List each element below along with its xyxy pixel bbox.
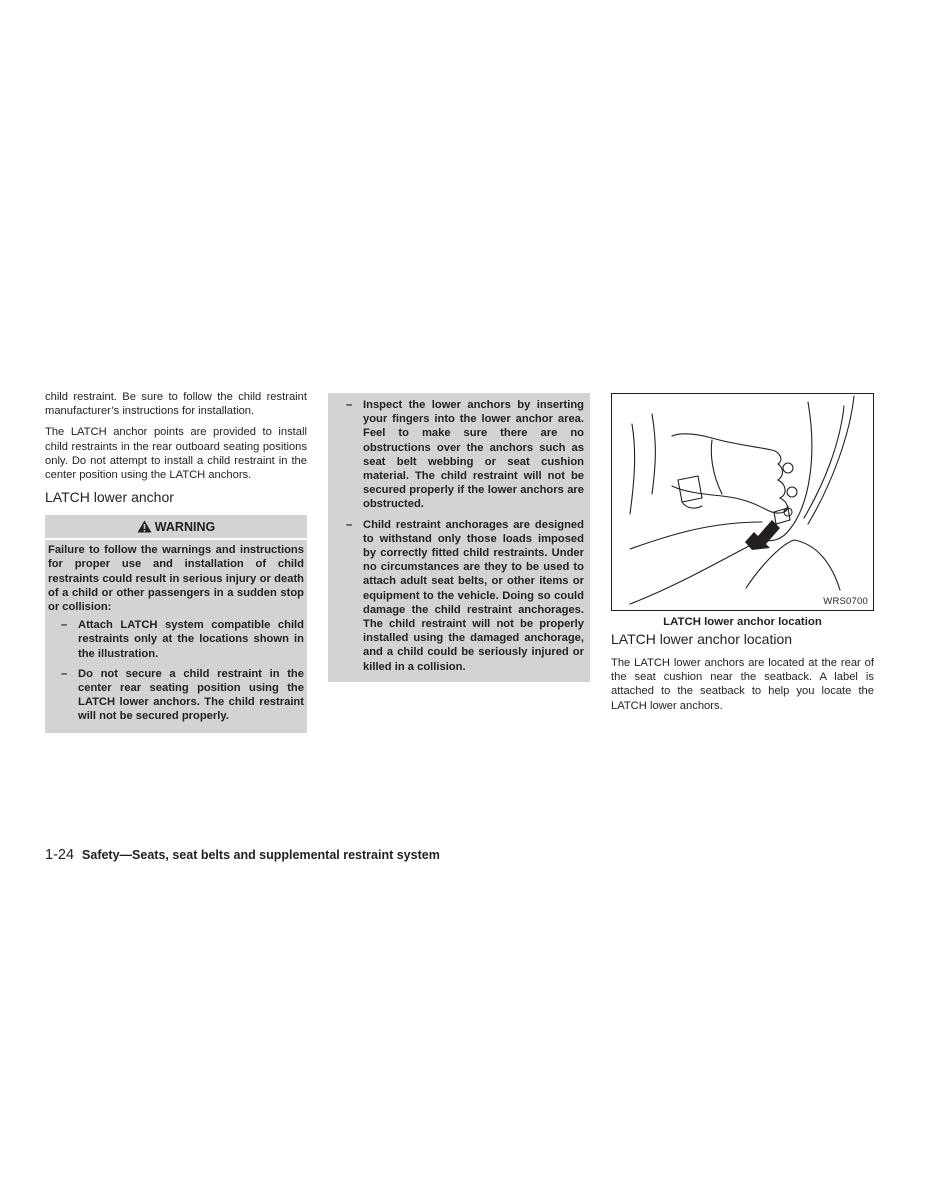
warning-item-text: Attach LATCH system compatible child restraints only at the locations shown in the illustration. (78, 619, 304, 660)
warning-title (45, 515, 307, 540)
warning-item-text: Inspect the lower anchors by inserting your fingers into the lower anchor area. Feel to make sure there are no obstructions over the anchors such as seat belt webbing or seat cushion material. The child restraint will not be secured properly if the lower anchors are obstructed. (363, 399, 584, 511)
figure-code: WRS0700 (823, 596, 868, 607)
warning-item (45, 667, 304, 724)
seat-hand-drawing (612, 394, 873, 610)
warning-item (328, 398, 584, 512)
middle-column (328, 393, 590, 682)
section-heading: LATCH lower anchor location (611, 631, 793, 647)
warning-item-text: Child restraint anchorages are designed to withstand only those loads imposed by correctly fitted child restraints. Under no circumstances are they to be used to attach adult seat belts, or other items or equipment to the vehicle. Doing so could damage the child restraint anchorages. The child restraint will not be properly installed using the damaged anchorage, and a child could be seriously injured or killed in a collision. (363, 518, 584, 673)
warning-title-text: WARNING (154, 519, 216, 534)
dash-bullet: – (346, 399, 353, 411)
warning-item (45, 618, 304, 661)
body-paragraph: The LATCH anchor points are provided to install child restraints in the rear outboard seating positions only. Do not attempt to install a child restraint in the center position using the LATCH anchors. (45, 426, 307, 482)
warning-item-text: Do not secure a child restraint in the center rear seating position using the LATCH lower anchors. The child restraint will not be secured properly. (78, 667, 304, 723)
chapter-title: Safety—Seats, seat belts and supplemental restraint system (82, 848, 440, 862)
section-heading: LATCH lower anchor (45, 489, 174, 506)
page-footer (45, 847, 440, 863)
body-paragraph: child restraint. Be sure to follow the child restraint manufacturer’s instructions for installation. (45, 391, 307, 418)
page-number: 1-24 (45, 847, 75, 863)
left-column (45, 390, 307, 733)
warning-triangle-icon (137, 520, 152, 533)
warning-box (45, 515, 307, 732)
dash-bullet: – (61, 619, 68, 632)
dash-bullet: – (61, 667, 68, 680)
warning-list (328, 398, 587, 674)
warning-continuation-box (328, 393, 590, 682)
warning-list (45, 618, 307, 723)
warning-lead: Failure to follow the warnings and instructions for proper use and installation of child restraints could result in serious injury or death of a child or other passengers in a sudden stop or collision: (48, 544, 304, 614)
dash-bullet: – (346, 518, 353, 531)
latch-anchor-illustration (611, 393, 874, 611)
body-paragraph: The LATCH lower anchors are located at the rear of the seat cushion near the seatback. A label is attached to the seatback to help you locate the LATCH lower anchors. (611, 657, 874, 712)
right-column (611, 393, 874, 720)
warning-item (328, 518, 584, 674)
figure-caption: LATCH lower anchor location (663, 616, 822, 628)
